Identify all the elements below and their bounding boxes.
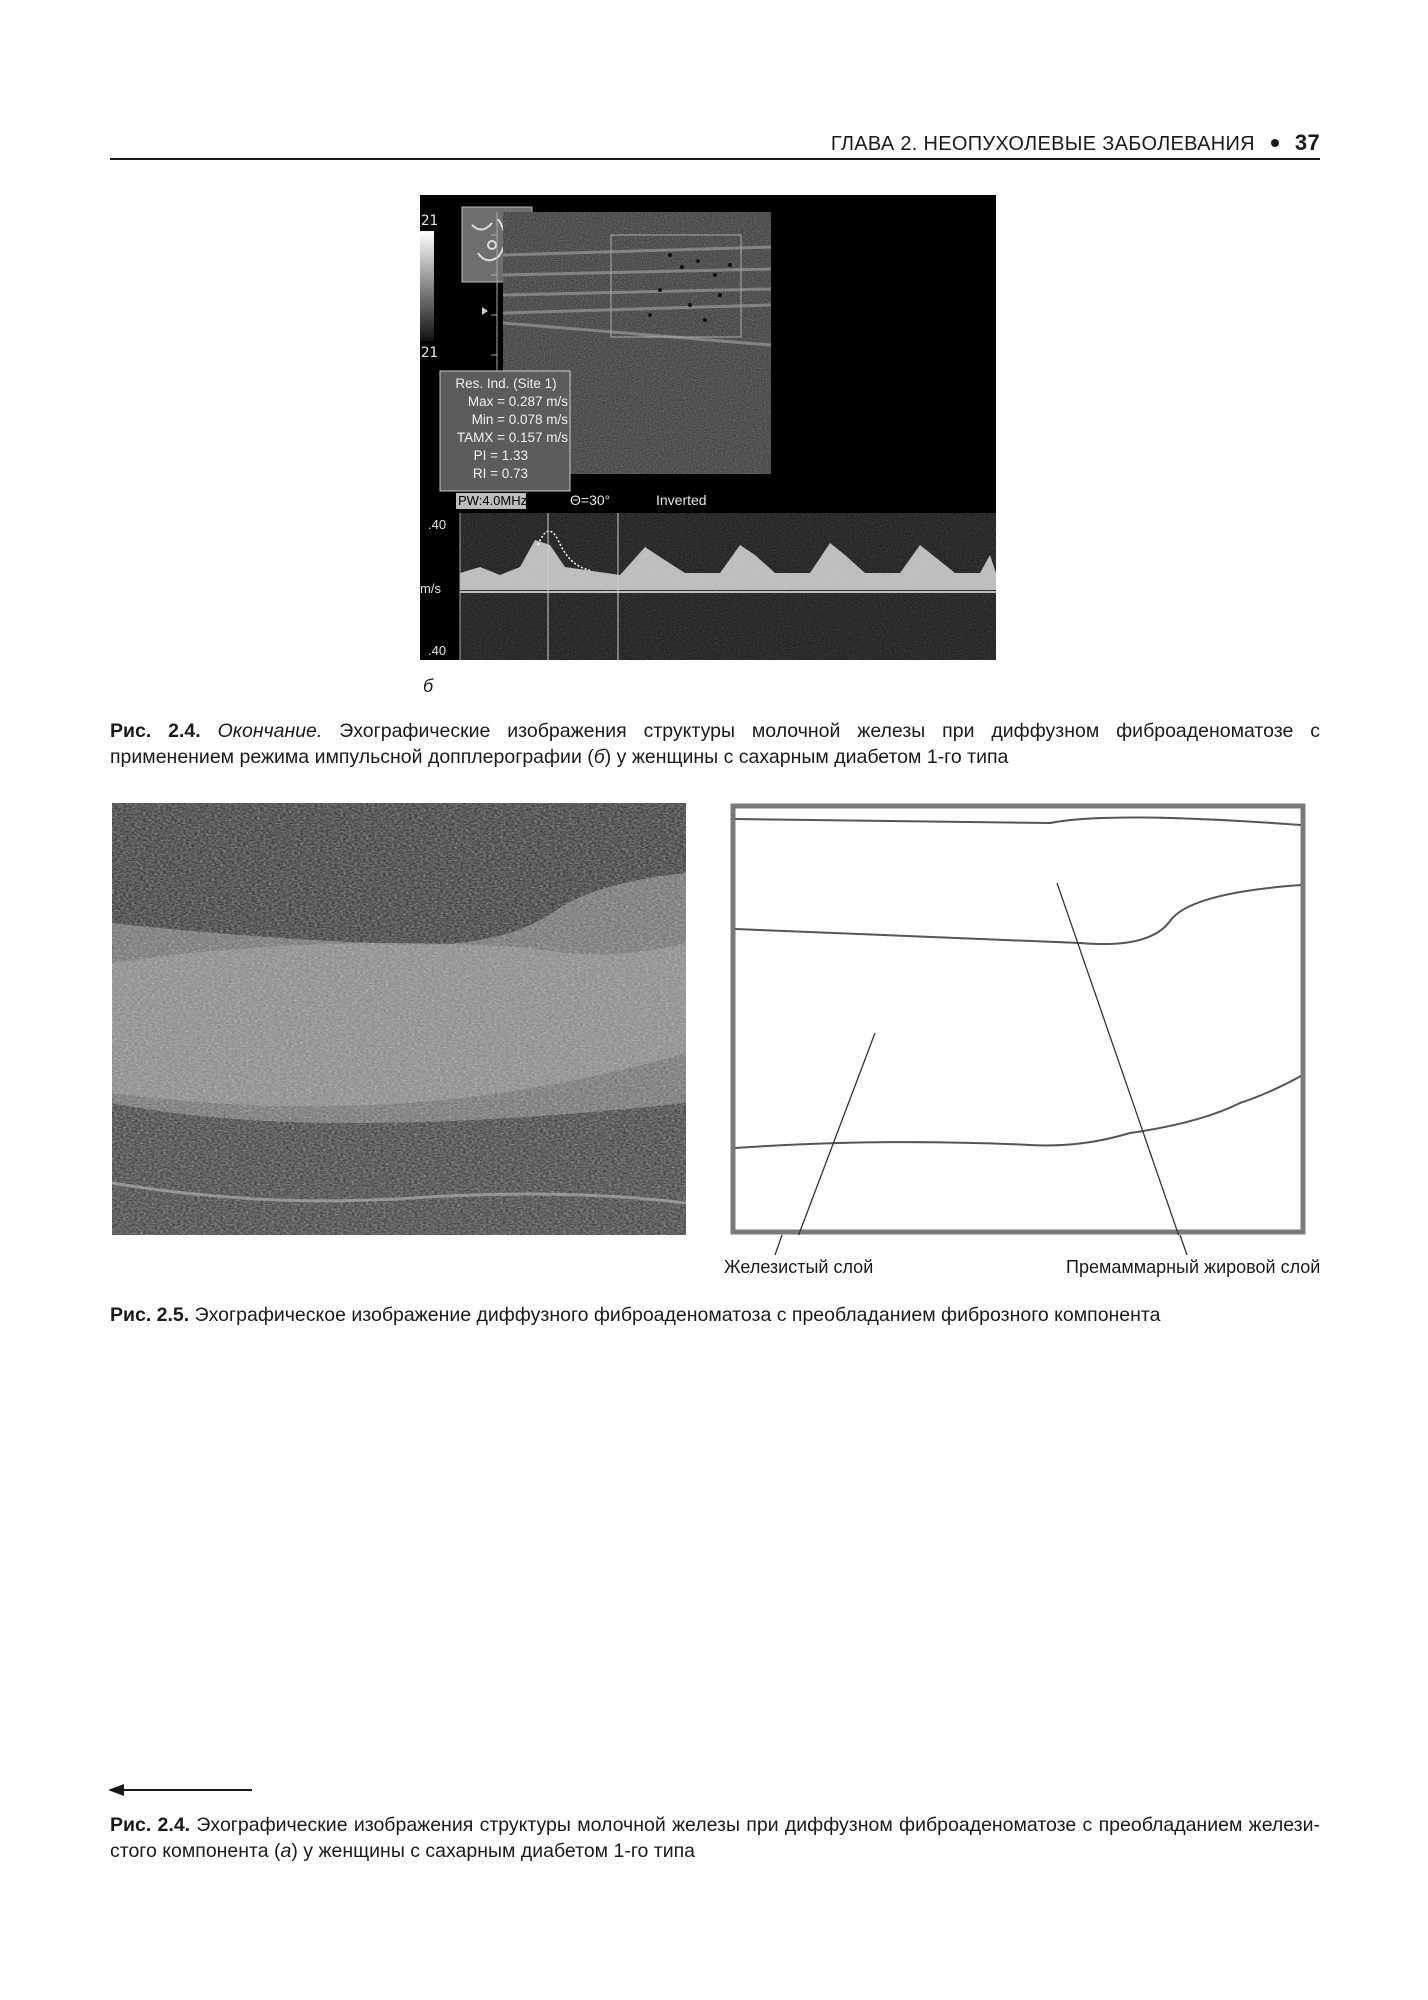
caption-letter: б	[593, 746, 605, 768]
caption-text: Эхографическое изображение диффузного фиброаденоматоза с преобладанием фиброзного компонента	[189, 1304, 1161, 1326]
caption-label: Рис. 2.4.	[110, 1814, 191, 1836]
measurement-readout	[444, 375, 568, 483]
caption-text: Эхографические изображения структуры молочной железы при диффузном фиброаденоматозе с применением режима импульсной допплерографии (	[110, 720, 1320, 768]
leader-line-extensions	[730, 1235, 1306, 1257]
doppler-ultrasound-figure	[420, 195, 996, 660]
measurement-max: Max = 0.287 m/s	[467, 394, 568, 409]
scale-bottom-label: 21	[421, 345, 438, 361]
bullet-icon	[1271, 139, 1279, 147]
measurement-pi: PI = 1.33	[473, 448, 528, 463]
figure-caption-2-4-a	[110, 1812, 1320, 1864]
velocity-top-label: .40	[428, 517, 447, 532]
insonation-angle: Θ=30°	[570, 492, 611, 508]
caption-emphasis: Окончание.	[217, 720, 323, 742]
scale-top-label: 21	[421, 213, 438, 229]
velocity-unit-label: m/s	[420, 581, 441, 596]
page-number: 37	[1294, 130, 1320, 155]
grayscale-bar	[420, 231, 434, 341]
measurement-title: Res. Ind. (Site 1)	[455, 376, 557, 391]
fibroadenomatosis-schema	[730, 803, 1306, 1235]
caption-letter: а	[280, 1840, 292, 1862]
spectrum-mode: Inverted	[656, 492, 707, 508]
measurement-ri: RI = 0.73	[472, 466, 528, 481]
measurement-tamx: TAMX = 0.157 m/s	[456, 430, 568, 445]
chapter-title: ГЛАВА 2. НЕОПУХОЛЕВЫЕ ЗАБОЛЕВАНИЯ	[830, 133, 1255, 155]
arrow-left-icon	[108, 1783, 124, 1797]
caption-text: Эхографические изображения структуры молочной железы при диффузном фиброаденоматозе с преобладанием желези-стого компонента (	[110, 1814, 1321, 1862]
measurement-min: Min = 0.078 m/s	[471, 412, 568, 427]
figure-caption-2-5	[110, 1302, 1320, 1328]
caption-text-end: ) у женщины с сахарным диабетом 1-го типа	[291, 1840, 696, 1862]
focus-marker-icon	[482, 307, 488, 315]
velocity-bottom-label: .40	[428, 643, 447, 658]
caption-text-end: ) у женщины с сахарным диабетом 1-го типа	[604, 746, 1009, 768]
pw-frequency: PW:4.0MHz	[458, 493, 528, 508]
caption-label: Рис. 2.4.	[110, 720, 201, 742]
continuation-arrow	[110, 1789, 252, 1791]
panel-letter: б	[423, 676, 434, 696]
running-head	[110, 130, 1320, 160]
label-premammary-fat: Премаммарный жировой слой	[1066, 1257, 1321, 1277]
schema-frame	[733, 806, 1303, 1232]
caption-label: Рис. 2.5.	[110, 1304, 190, 1326]
fibroadenomatosis-ultrasound	[112, 803, 686, 1235]
label-glandular-layer: Железистый слой	[724, 1257, 874, 1277]
figure-caption-2-4-end	[110, 718, 1320, 770]
